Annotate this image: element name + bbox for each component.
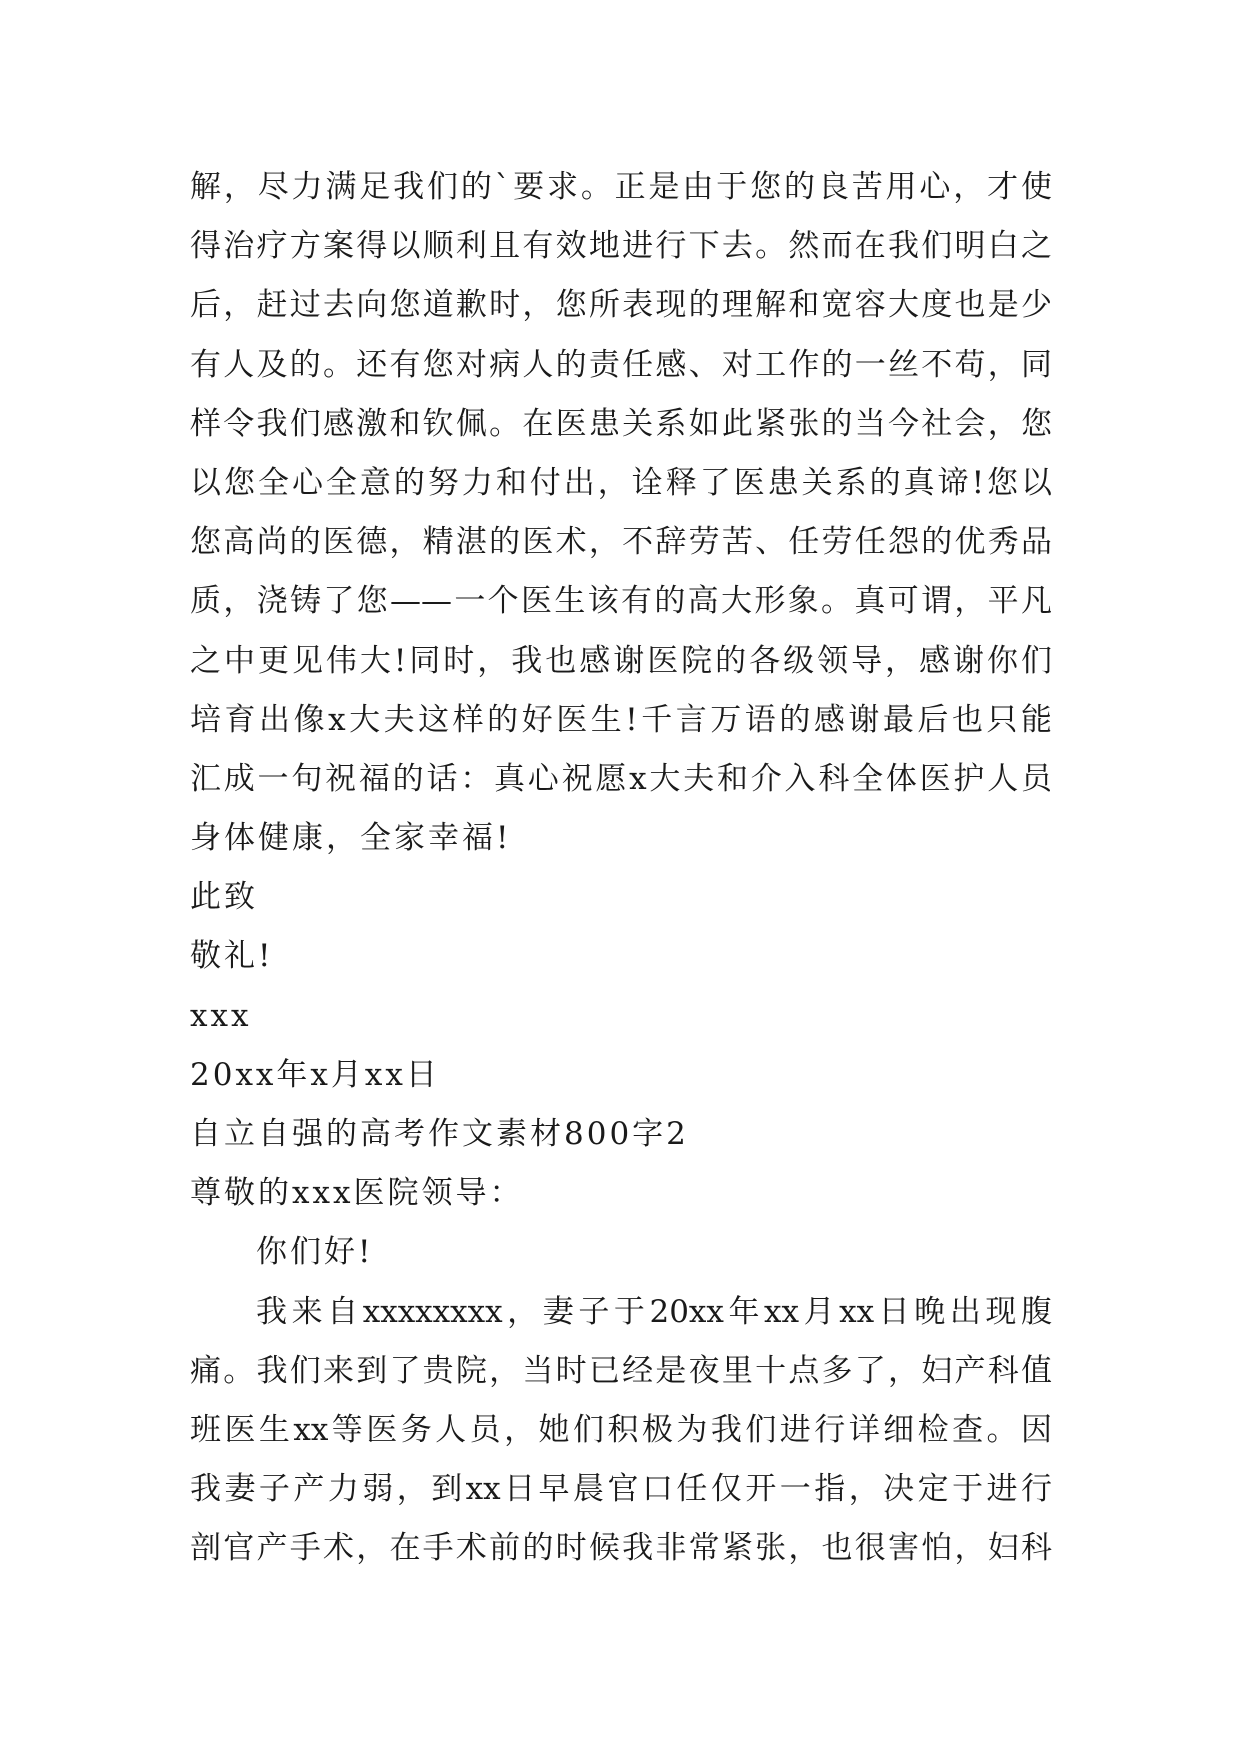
- letter-greeting: 尊敬的xxx医院领导：: [190, 1175, 524, 1212]
- body-line: 您高尚的医德，精湛的医术，不辞劳苦、任劳任怨的优秀品: [190, 524, 1052, 561]
- section-heading: 自立自强的高考作文素材800字2: [190, 1116, 689, 1152]
- body-line: 我来自xxxxxxxx，妻子于20xx年xx月xx日晚出现腹: [256, 1293, 1052, 1330]
- body-line: 质，浇铸了您——一个医生该有的高大形象。真可谓，平凡: [190, 583, 1052, 620]
- body-line: 我妻子产力弱，到xx日早晨官口任仅开一指，决定于进行: [190, 1471, 1052, 1508]
- body-line: 以您全心全意的努力和付出，诠释了医患关系的真谛!您以: [190, 464, 1052, 501]
- body-line: 培育出像x大夫这样的好医生!千言万语的感谢最后也只能: [190, 701, 1052, 738]
- signature-date: 20xx年x月xx日: [190, 1056, 440, 1093]
- body-line: 身体健康，全家幸福!: [190, 820, 512, 857]
- signature-name: xxx: [190, 997, 252, 1034]
- body-line: 班医生xx等医务人员，她们积极为我们进行详细检查。因: [190, 1411, 1052, 1448]
- body-line: 痛。我们来到了贵院，当时已经是夜里十点多了，妇产科值: [190, 1352, 1052, 1389]
- body-line: 后，赶过去向您道歉时，您所表现的理解和宽容大度也是少: [190, 287, 1052, 324]
- body-line: 之中更见伟大!同时，我也感谢医院的各级领导，感谢你们: [190, 642, 1052, 679]
- document-page: [190, 158, 1052, 1579]
- body-line: 样令我们感激和钦佩。在医患关系如此紧张的当今社会，您: [190, 405, 1052, 442]
- closing-salutation: 此致: [190, 879, 258, 916]
- letter-opening: 你们好!: [256, 1234, 374, 1271]
- body-line: 汇成一句祝福的话：真心祝愿x大夫和介入科全体医护人员: [190, 760, 1052, 797]
- body-line: 剖官产手术，在手术前的时候我非常紧张，也很害怕，妇科: [190, 1530, 1052, 1567]
- body-line: 解，尽力满足我们的`要求。正是由于您的良苦用心，才使: [190, 169, 1052, 205]
- body-line: 得治疗方案得以顺利且有效地进行下去。然而在我们明白之: [190, 228, 1052, 265]
- body-line: 有人及的。还有您对病人的责任感、对工作的一丝不苟，同: [190, 346, 1052, 383]
- closing-regards: 敬礼!: [190, 938, 274, 975]
